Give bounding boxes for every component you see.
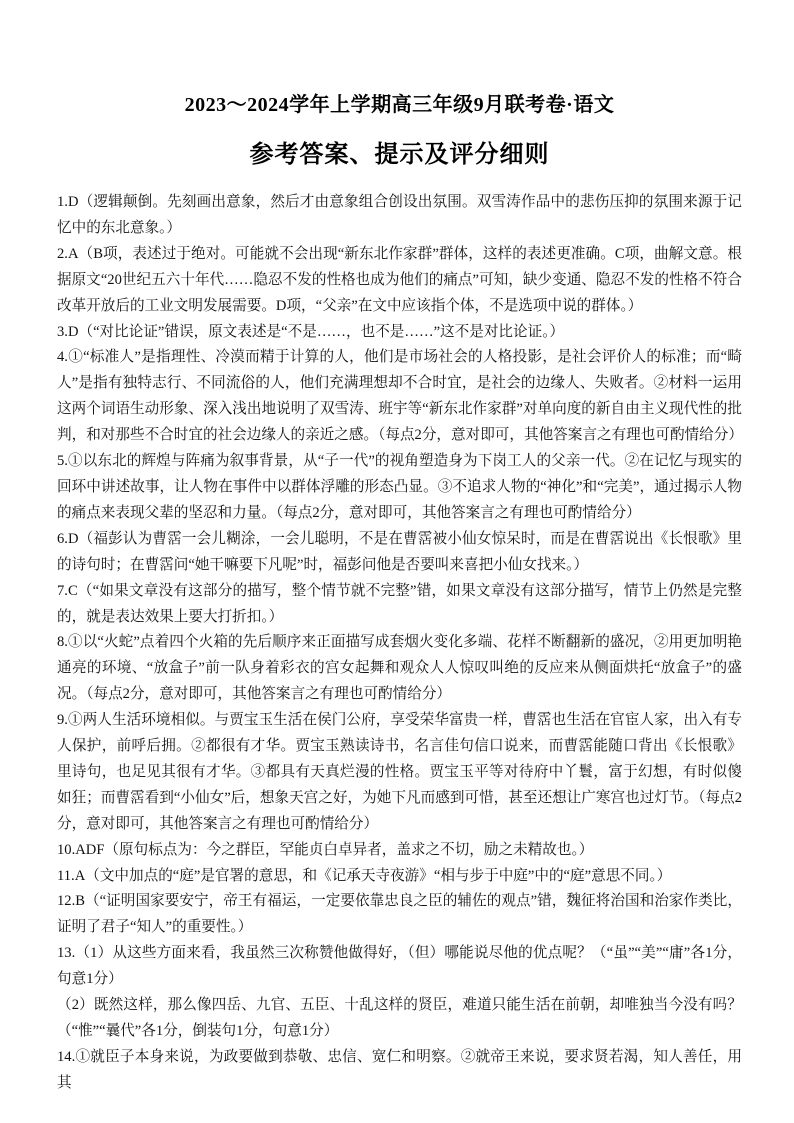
answer-paragraph: 14.①就臣子本身来说，为政要做到恭敬、忠信、宽仁和明察。②就帝王来说，要求贤若渴，知人善任，用其 [57, 1048, 742, 1091]
answer-paragraph: （2）既然这样，那么像四岳、九官、五臣、十乱这样的贤臣，难道只能生活在前朝，却唯独当今没有吗？（“惟”“曩代”各1分，倒装句1分，句意1分） [57, 997, 742, 1039]
page-title: 2023～2024学年上学期高三年级9月联考卷·语文 [184, 94, 615, 116]
answer-paragraph: 11.A（文中加点的“庭”是官署的意思，和《记承天寺夜游》“相与步于中庭”中的“庭”意思不同。） [57, 867, 672, 884]
answer-paragraph: 6.D（福彭认为曹霑一会儿糊涂，一会儿聪明，不是在曹霑被小仙女惊呆时，而是在曹霑说出《长恨歌》里的诗句时；在曹霑问“她干嘛要下凡呢”时，福彭问他是否要叫来喜把小仙女找来。） [57, 530, 742, 573]
answer-paragraph: 13.（1）从这些方面来看，我虽然三次称赞他做得好，（但）哪能说尽他的优点呢？（“虽”“美”“庸”各1分，句意1分） [57, 945, 742, 988]
answer-paragraph: 5.①以东北的辉煌与阵痛为叙事背景，从“子一代”的视角塑造身为下岗工人的父亲一代。②在记忆与现实的回环中讲述故事，让人物在事件中以群体浮雕的形态凸显。③不追求人物的“神化”和“完美”，通过揭示人物的痛点来表现父辈的坚忍和力量。（每点2分，意对即可，其他答案言之有理也可酌情给分） [57, 453, 742, 521]
answer-paragraph: 9.①两人生活环境相似。与贾宝玉生活在侯门公府，享受荣华富贵一样，曹霑也生活在官宦人家，出入有专人保护，前呼后拥。②都很有才华。贾宝玉熟读诗书，名言佳句信口说来，而曹霑能随口背出《长恨歌》里诗句，也足见其很有才华。③都具有天真烂漫的性格。贾宝玉平等对待府中丫鬟，富于幻想，有时似傻如狂；而曹霑看到“小仙女”后，想象天宫之好，为她下凡而感到可惜，甚至还想让广寒宫也过灯节。（每点2分，意对即可，其他答案言之有理也可酌情给分） [57, 712, 742, 832]
answer-paragraph: 2.A（B项，表述过于绝对。可能就不会出现“新东北作家群”群体，这样的表述更准确。C项，曲解文意。根据原文“20世纪五六十年代……隐忍不发的性格也成为他们的痛点”可知，缺少变通、隐忍不发的性格不符合改革开放后的工业文明发展需要。D项，“父亲”在文中应该指个体，不是选项中说的群体。） [57, 245, 742, 314]
answer-paragraph: 4.①“标准人”是指理性、冷漠而精于计算的人，他们是市场社会的人格投影，是社会评价人的标准；而“畸人”是指有独特志行、不同流俗的人，他们充满理想却不合时宜，是社会的边缘人、失败者。②材料一运用这两个词语生动形象、深入浅出地说明了双雪涛、班宇等“新东北作家群”对单向度的新自由主义现代性的批判，和对那些不合时宜的社会边缘人的亲近之感。（每点2分，意对即可，其他答案言之有理也可酌情给分） [57, 349, 743, 444]
answer-paragraph: 8.①以“火蛇”点着四个火箱的先后顺序来正面描写成套烟火变化多端、花样不断翻新的盛况，②用更加明艳通亮的环境、“放盒子”前一队身着彩衣的宫女起舞和观众人人惊叹叫绝的反应来从侧面烘托“放盒子”的盛况。（每点2分，意对即可，其他答案言之有理也可酌情给分） [57, 634, 742, 703]
answer-paragraph: 10.ADF（原句标点为：今之群臣，罕能贞白卓异者，盖求之不切，励之未精故也。） [57, 841, 594, 858]
answer-paragraph: 12.B（“证明国家要安宁，帝王有福运，一定要依靠忠良之臣的辅佐的观点”错，魏征将治国和治家作类比，证明了君子“知人”的重要性。） [57, 893, 742, 936]
answers-list [57, 190, 742, 1097]
answer-paragraph: 3.D（“对比论证”错误，原文表述是“不是……，也不是……”这不是对比论证。） [57, 323, 565, 340]
answer-paragraph: 7.C（“如果文章没有这部分的描写，整个情节就不完整”错，如果文章没有这部分描写，情节上仍然是完整的，就是表达效果上要大打折扣。） [57, 582, 742, 625]
page-subtitle: 参考答案、提示及评分细则 [249, 142, 550, 168]
answer-paragraph: 1.D（逻辑颠倒。先刻画出意象，然后才由意象组合创设出氛围。双雪涛作品中的悲伤压抑的氛围来源于记忆中的东北意象。） [57, 194, 742, 236]
